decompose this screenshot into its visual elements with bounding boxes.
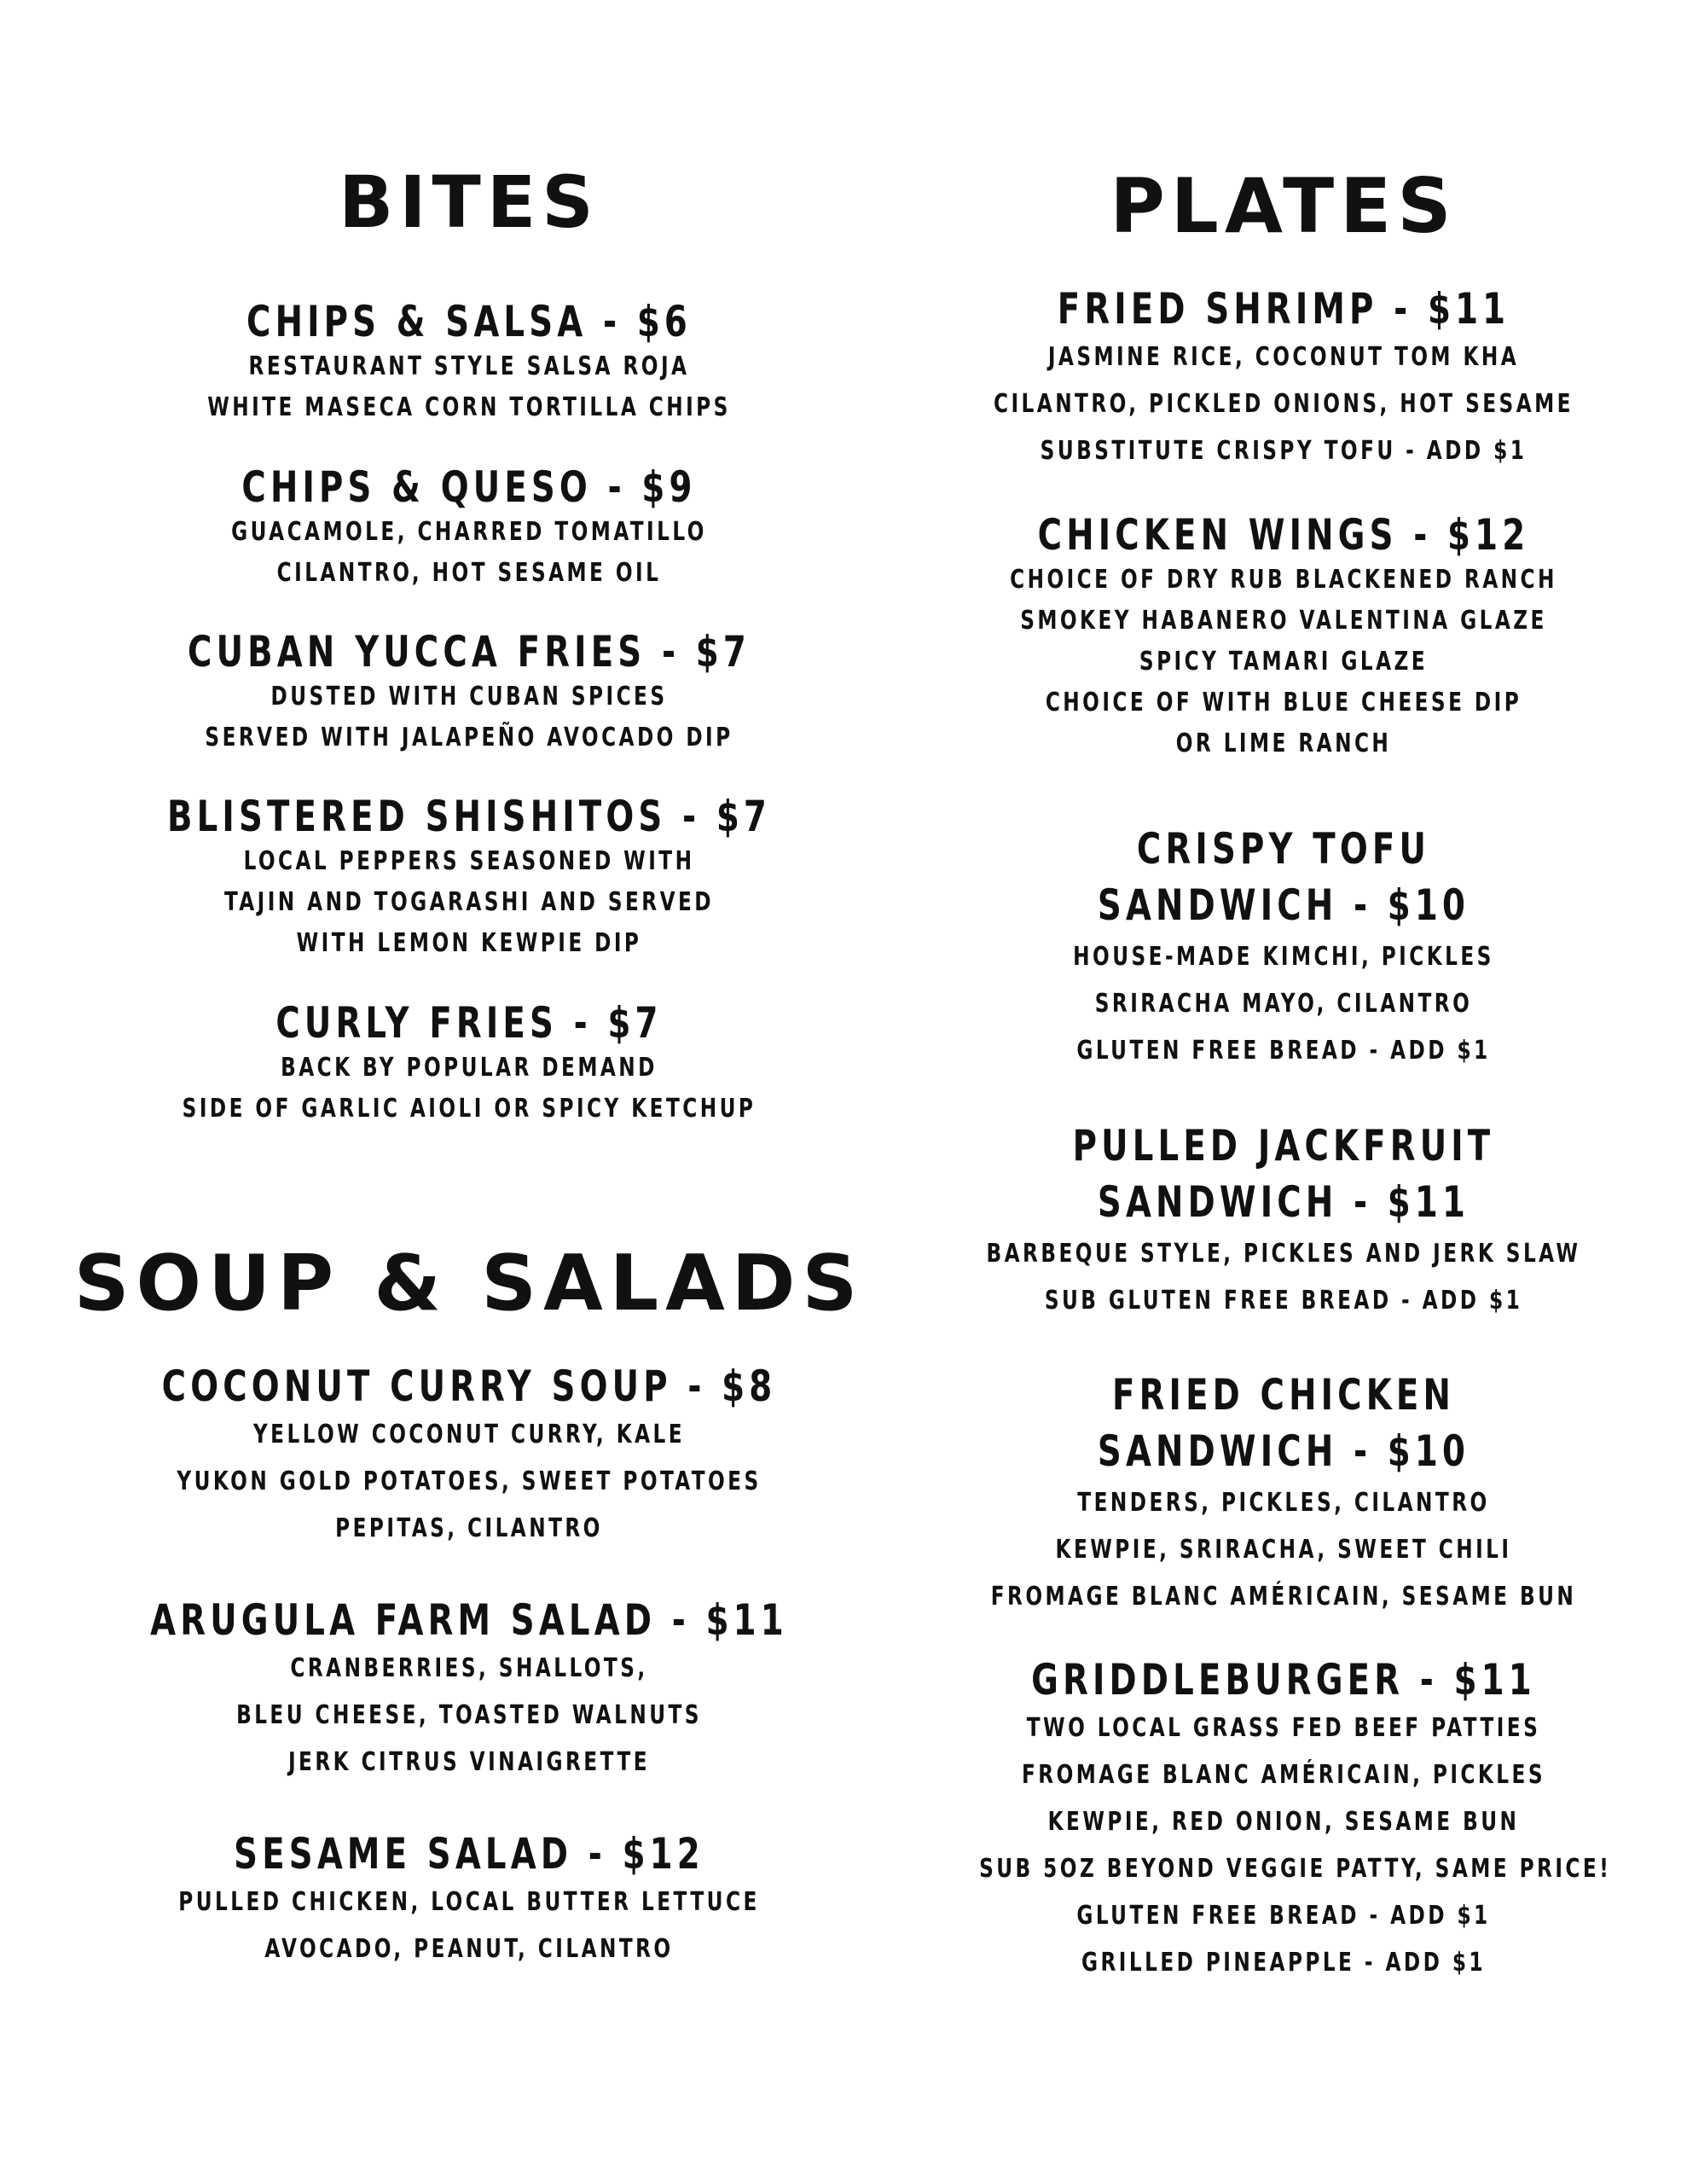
item-name: SESAME SALAD - $12 bbox=[234, 1829, 704, 1879]
item-name: FRIED SHRIMP - $11 bbox=[1057, 284, 1510, 334]
item-name: GRIDDLEBURGER - $11 bbox=[1031, 1655, 1536, 1705]
plates-heading: PLATES bbox=[1110, 162, 1458, 250]
item-desc-line: YELLOW COCONUT CURRY, KALE bbox=[252, 1420, 686, 1449]
item-desc-line: RESTAURANT STYLE SALSA ROJA bbox=[248, 351, 690, 381]
item-desc-line: HOUSE-MADE KIMCHI, PICKLES bbox=[1073, 942, 1494, 972]
item-desc-line: JERK CITRUS VINAIGRETTE bbox=[287, 1747, 651, 1777]
bites-heading: BITES bbox=[339, 160, 600, 244]
item-name: ARUGULA FARM SALAD - $11 bbox=[150, 1595, 788, 1645]
menu-item-sesame-salad bbox=[68, 1829, 870, 1972]
item-desc-line: KEWPIE, SRIRACHA, SWEET CHILI bbox=[1055, 1535, 1512, 1565]
item-desc-line: SUBSTITUTE CRISPY TOFU - ADD $1 bbox=[1040, 436, 1528, 466]
item-name: CHICKEN WINGS - $12 bbox=[1037, 510, 1530, 560]
menu-item-blistered-shishitos bbox=[68, 792, 870, 964]
item-desc-line: WITH LEMON KEWPIE DIP bbox=[296, 928, 642, 958]
menu-item-crispy-tofu-sandwich bbox=[930, 821, 1638, 1074]
item-desc-line: CRANBERRIES, SHALLOTS, bbox=[290, 1653, 648, 1683]
item-desc-line: GLUTEN FREE BREAD - ADD $1 bbox=[1076, 1036, 1491, 1066]
item-desc-line: CILANTRO, PICKLED ONIONS, HOT SESAME bbox=[994, 389, 1574, 419]
item-desc-line: SRIRACHA MAYO, CILANTRO bbox=[1094, 989, 1473, 1019]
menu-item-fried-chicken-sandwich bbox=[930, 1367, 1638, 1620]
item-name: CHIPS & QUESO - $9 bbox=[241, 462, 697, 512]
item-desc-line: FROMAGE BLANC AMÉRICAIN, PICKLES bbox=[1022, 1760, 1545, 1790]
menu-item-chips-salsa bbox=[68, 297, 870, 428]
item-desc-line: GUACAMOLE, CHARRED TOMATILLO bbox=[231, 517, 707, 547]
item-desc-line: SUB GLUTEN FREE BREAD - ADD $1 bbox=[1044, 1286, 1523, 1316]
menu-item-coconut-curry-soup bbox=[68, 1362, 870, 1552]
item-desc-line: PULLED CHICKEN, LOCAL BUTTER LETTUCE bbox=[178, 1887, 760, 1917]
item-desc-line: SUB 5OZ BEYOND VEGGIE PATTY, SAME PRICE! bbox=[979, 1854, 1612, 1884]
item-desc-line: PEPITAS, CILANTRO bbox=[335, 1513, 603, 1543]
item-name: FRIED CHICKEN bbox=[1111, 1370, 1456, 1420]
item-desc-line: GRILLED PINEAPPLE - ADD $1 bbox=[1081, 1948, 1487, 1978]
item-desc-line: OR LIME RANCH bbox=[1175, 729, 1392, 758]
item-desc-line: TWO LOCAL GRASS FED BEEF PATTIES bbox=[1026, 1713, 1541, 1743]
item-desc-line: BLEU CHEESE, TOASTED WALNUTS bbox=[236, 1700, 702, 1730]
item-desc-line: FROMAGE BLANC AMÉRICAIN, SESAME BUN bbox=[990, 1582, 1577, 1612]
item-name: SANDWICH - $11 bbox=[1097, 1177, 1470, 1227]
menu-item-fried-shrimp bbox=[930, 284, 1638, 474]
item-desc-line: BACK BY POPULAR DEMAND bbox=[281, 1053, 658, 1083]
item-desc-line: GLUTEN FREE BREAD - ADD $1 bbox=[1076, 1901, 1491, 1931]
item-name: BLISTERED SHISHITOS - $7 bbox=[166, 792, 772, 841]
menu-item-griddleburger bbox=[930, 1655, 1638, 1986]
item-desc-line: TENDERS, PICKLES, CILANTRO bbox=[1077, 1488, 1490, 1518]
item-desc-line: JASMINE RICE, COCONUT TOM KHA bbox=[1047, 342, 1520, 372]
item-name: SANDWICH - $10 bbox=[1097, 880, 1470, 930]
item-desc-line: SIDE OF GARLIC AIOLI OR SPICY KETCHUP bbox=[182, 1094, 757, 1124]
item-desc-line: CILANTRO, HOT SESAME OIL bbox=[276, 558, 662, 588]
menu-item-chips-queso bbox=[68, 462, 870, 594]
item-desc-line: CHOICE OF DRY RUB BLACKENED RANCH bbox=[1010, 565, 1557, 595]
item-desc-line: SPICY TAMARI GLAZE bbox=[1139, 647, 1429, 677]
item-name: COCONUT CURRY SOUP - $8 bbox=[161, 1362, 777, 1411]
menu-item-pulled-jackfruit-sandwich bbox=[930, 1118, 1638, 1324]
item-desc-line: DUSTED WITH CUBAN SPICES bbox=[270, 682, 668, 712]
item-desc-line: AVOCADO, PEANUT, CILANTRO bbox=[264, 1934, 674, 1964]
menu-item-arugula-farm-salad bbox=[68, 1595, 870, 1786]
item-desc-line: LOCAL PEPPERS SEASONED WITH bbox=[243, 846, 695, 876]
item-name: SANDWICH - $10 bbox=[1097, 1426, 1470, 1476]
item-name: CURLY FRIES - $7 bbox=[275, 998, 663, 1048]
menu-item-cuban-yucca-fries bbox=[68, 627, 870, 758]
item-desc-line: TAJIN AND TOGARASHI AND SERVED bbox=[223, 887, 715, 917]
item-name: PULLED JACKFRUIT bbox=[1072, 1121, 1495, 1170]
item-name: CUBAN YUCCA FRIES - $7 bbox=[188, 627, 751, 677]
item-desc-line: BARBEQUE STYLE, PICKLES AND JERK SLAW bbox=[986, 1239, 1581, 1269]
item-desc-line: WHITE MASECA CORN TORTILLA CHIPS bbox=[207, 392, 731, 422]
menu-item-curly-fries bbox=[68, 998, 870, 1130]
item-desc-line: SMOKEY HABANERO VALENTINA GLAZE bbox=[1020, 606, 1547, 636]
menu-item-chicken-wings bbox=[930, 510, 1638, 764]
item-desc-line: YUKON GOLD POTATOES, SWEET POTATOES bbox=[177, 1467, 762, 1496]
item-desc-line: CHOICE OF WITH BLUE CHEESE DIP bbox=[1045, 688, 1522, 717]
item-name: CHIPS & SALSA - $6 bbox=[246, 297, 692, 346]
soups-salads-heading: SOUP & SALADS bbox=[73, 1239, 865, 1328]
item-desc-line: KEWPIE, RED ONION, SESAME BUN bbox=[1047, 1807, 1520, 1837]
item-desc-line: SERVED WITH JALAPEÑO AVOCADO DIP bbox=[205, 723, 733, 752]
item-name: CRISPY TOFU bbox=[1136, 824, 1431, 874]
